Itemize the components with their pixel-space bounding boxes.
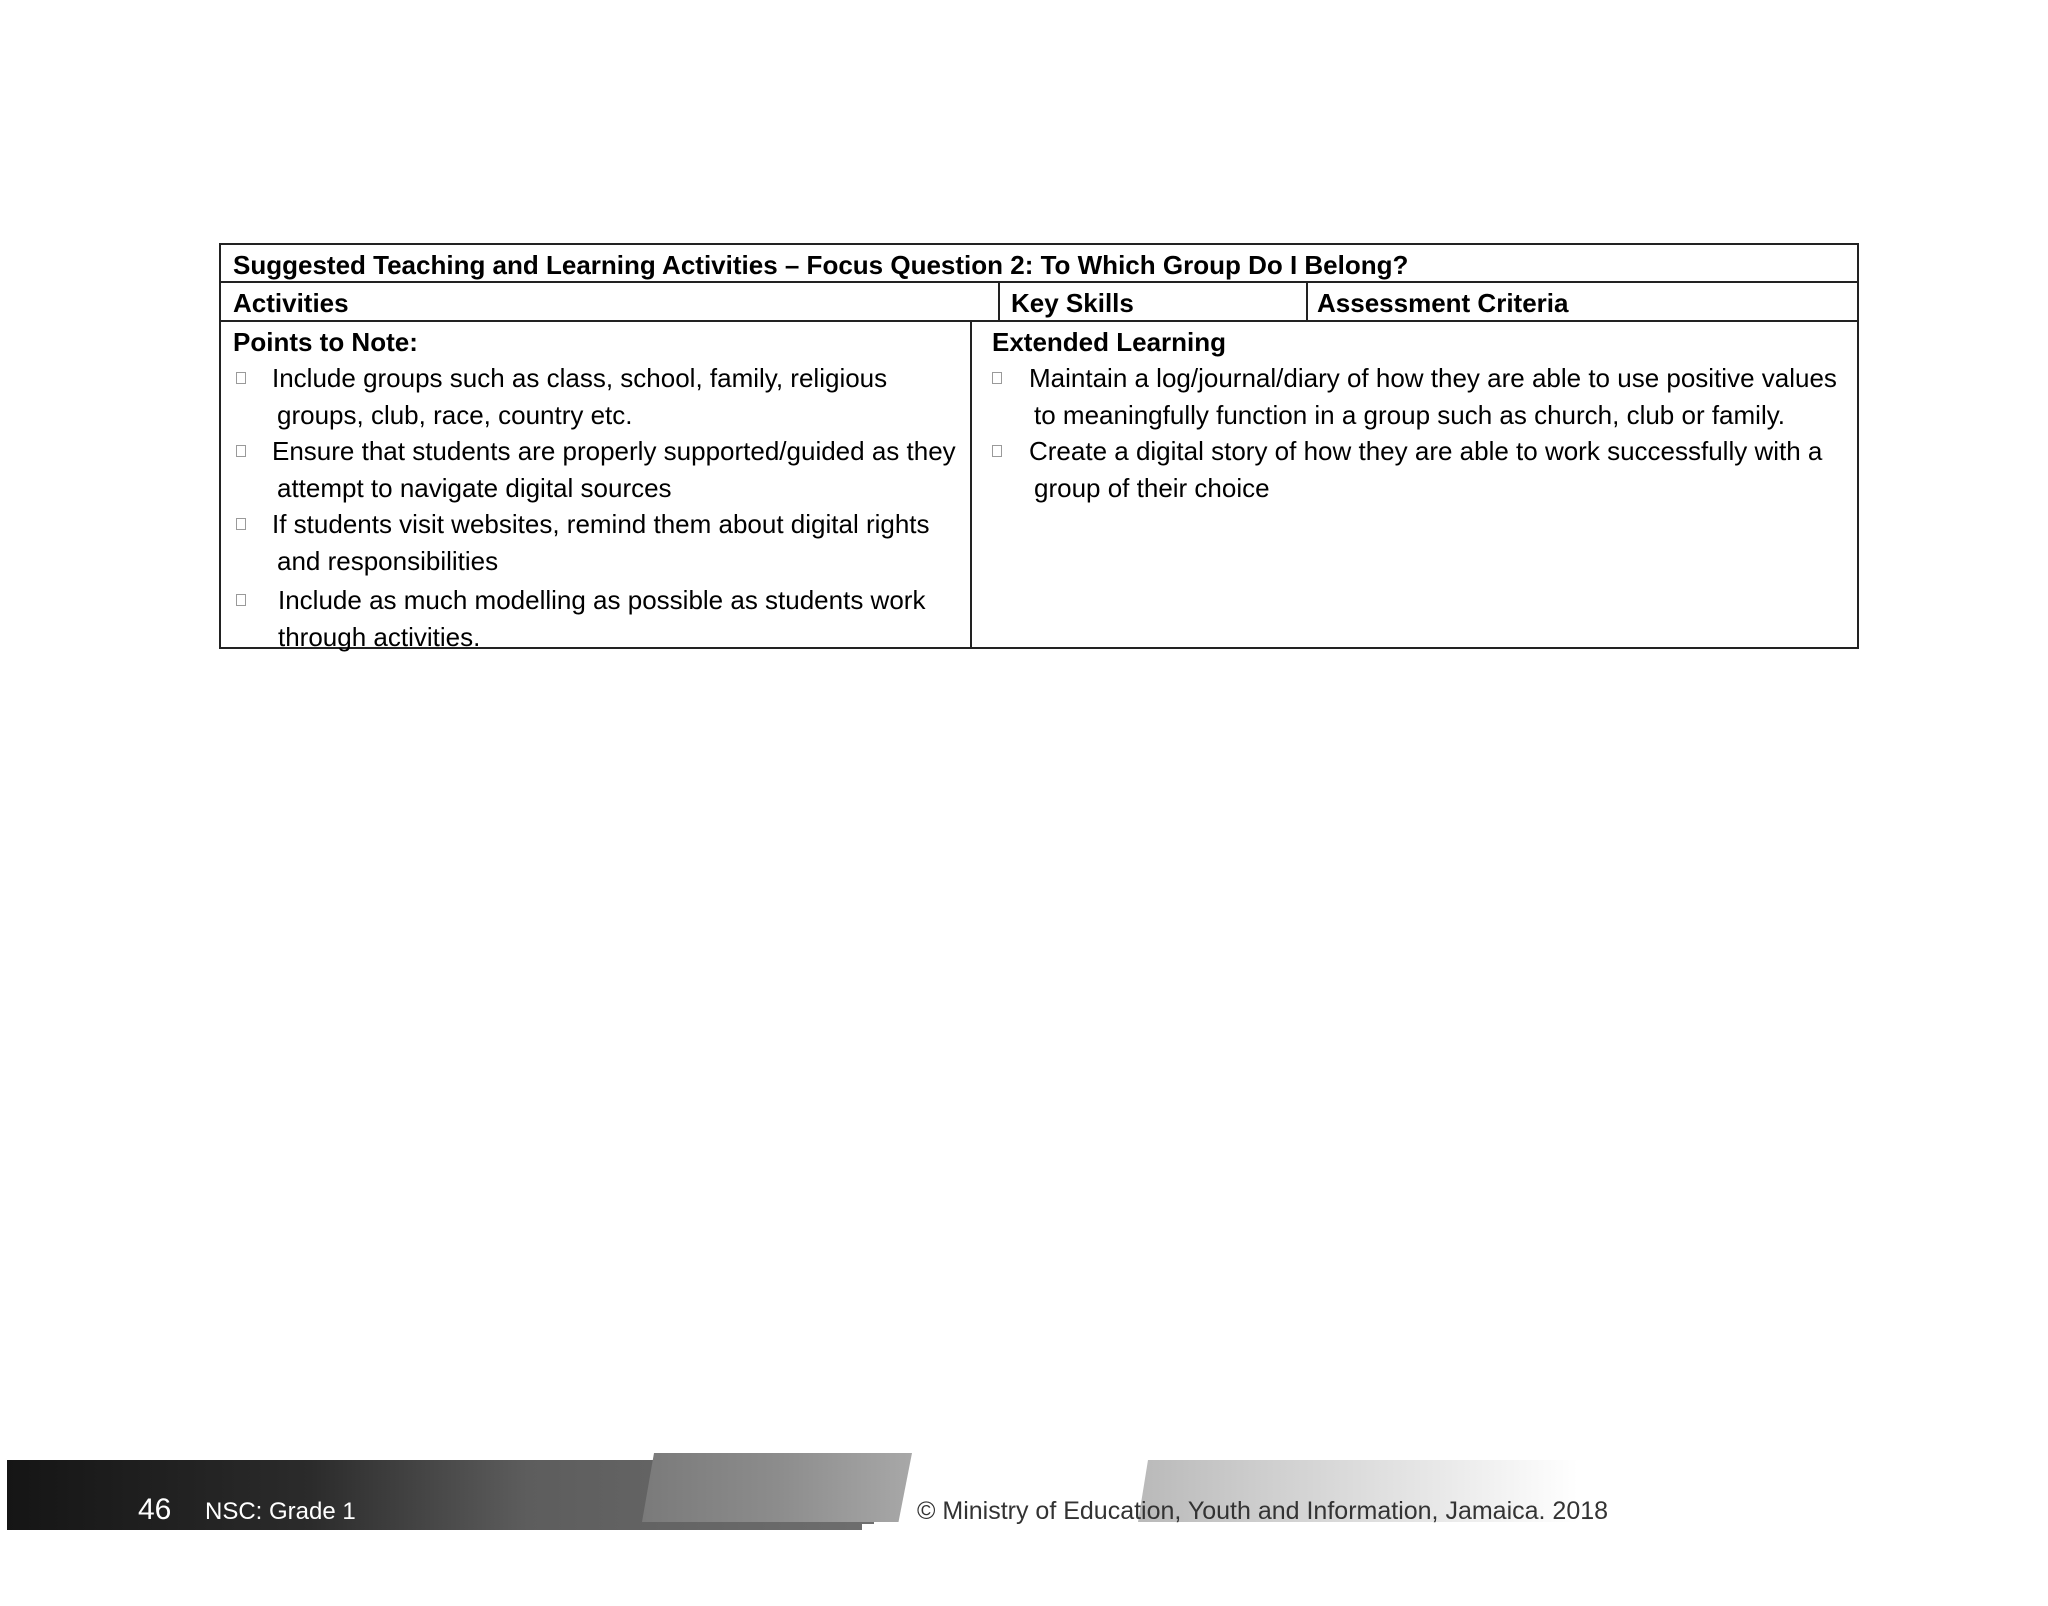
- bullet-text: Include groups such as class, school, family, religious groups, club, race, country etc.: [272, 363, 888, 430]
- activities-table: [219, 243, 1859, 652]
- square-bullet-icon: [236, 445, 246, 457]
- extended-learning-list: [989, 360, 1841, 506]
- table-header-row: [221, 283, 1857, 322]
- bullet-text: Maintain a log/journal/diary of how they are able to use positive values to meaningfully function in a group such as church, club or family.: [1029, 363, 1837, 430]
- table-title: Suggested Teaching and Learning Activities – Focus Question 2: To Which Group Do I Belong?: [233, 250, 1409, 280]
- bullet-text: Include as much modelling as possible as students work through activities.: [278, 585, 926, 652]
- header-assessment-criteria: Assessment Criteria: [1317, 288, 1569, 318]
- list-item: [233, 582, 963, 655]
- list-item: [989, 360, 1841, 433]
- list-item: [989, 433, 1841, 506]
- square-bullet-icon: [236, 372, 246, 384]
- extended-learning-heading: Extended Learning: [992, 327, 1227, 357]
- square-bullet-icon: [236, 518, 246, 530]
- square-bullet-icon: [236, 594, 246, 606]
- table-title-row: [221, 245, 1857, 283]
- page-footer: [0, 1450, 2048, 1530]
- footer-band-notch: [862, 1524, 876, 1530]
- copyright-notice: © Ministry of Education, Youth and Information, Jamaica. 2018: [917, 1497, 1609, 1525]
- header-activities: Activities: [233, 288, 349, 318]
- footer-mid-parallelogram: [642, 1453, 912, 1522]
- list-item: [233, 360, 963, 433]
- bullet-text: Create a digital story of how they are able to work successfully with a group of their choice: [1029, 436, 1823, 503]
- table-body-row: [221, 322, 1857, 652]
- document-label: NSC: Grade 1: [205, 1498, 356, 1525]
- header-activities-cell: [221, 283, 1000, 320]
- list-item: [233, 433, 963, 506]
- column-divider: [970, 322, 972, 647]
- square-bullet-icon: [992, 445, 1002, 457]
- header-key-skills-cell: [1000, 283, 1308, 320]
- page-number: 46: [138, 1493, 172, 1526]
- extended-learning-cell: [992, 322, 1841, 647]
- header-key-skills: Key Skills: [1011, 288, 1134, 318]
- header-assessment-criteria-cell: [1308, 283, 1857, 320]
- points-to-note-heading: Points to Note:: [233, 327, 418, 357]
- points-to-note-list: [233, 360, 963, 655]
- bullet-text: Ensure that students are properly supported/guided as they attempt to navigate digital sources: [272, 436, 956, 503]
- bullet-text: If students visit websites, remind them about digital rights and responsibilities: [272, 509, 930, 576]
- list-item: [233, 506, 963, 579]
- square-bullet-icon: [992, 372, 1002, 384]
- points-to-note-cell: [233, 322, 963, 652]
